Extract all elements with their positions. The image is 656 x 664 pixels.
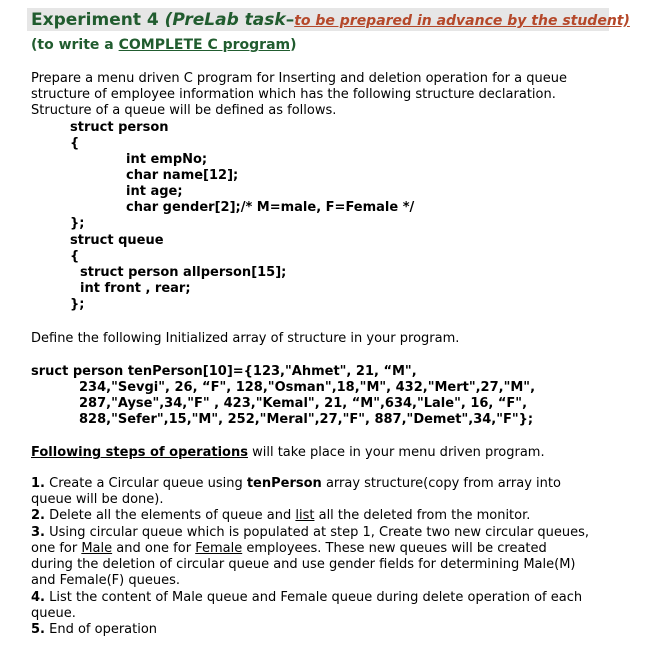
step-4-cont: queue. <box>31 606 76 621</box>
step-4: 4. List the content of Male queue and Female queue during delete operation of each <box>31 590 583 605</box>
page-title: Experiment 4 (PreLab task–to be prepared in advance by the student) <box>31 10 630 30</box>
person-struct-decl: struct person <box>70 120 169 135</box>
queue-struct-decl: struct queue <box>70 233 164 248</box>
queue-field: int front , rear; <box>80 281 191 296</box>
step-3: 3. Using circular queue which is populated at step 1, Create two new circular queues, <box>31 525 590 540</box>
step-3-cont: during the deletion of circular queue and use gender fields for determining Male(M) <box>31 557 576 572</box>
person-struct-open: { <box>70 136 80 151</box>
intro-line-3: Structure of a queue will be defined as follows. <box>31 103 337 118</box>
steps-heading: Following steps of operations will take place in your menu driven program. <box>31 445 545 460</box>
queue-struct-close: }; <box>70 297 85 312</box>
intro-line-2: structure of employee information which has the following structure declaration. <box>31 87 556 102</box>
intro-line-1: Prepare a menu driven C program for Inserting and deletion operation for a queue <box>31 71 567 86</box>
array-code-line: 828,"Sefer",15,"M", 252,"Meral",27,"F", 887,"Demet",34,"F"}; <box>79 412 534 427</box>
array-code-line: sruct person tenPerson[10]={123,"Ahmet", 21, “M", <box>31 364 417 379</box>
person-field: char name[12]; <box>126 168 239 183</box>
step-1-cont: queue will be done). <box>31 492 164 507</box>
person-struct-close: }; <box>70 216 85 231</box>
person-field: int age; <box>126 184 183 199</box>
subtitle: (to write a COMPLETE C program) <box>31 37 297 53</box>
step-1: 1. Create a Circular queue using tenPerson array structure(copy from array into <box>31 476 561 491</box>
array-code-line: 287,"Ayse",34,"F" , 423,"Kemal", 21, “M",634,"Lale", 16, “F", <box>79 396 528 411</box>
person-field: char gender[2];/* M=male, F=Female */ <box>126 200 415 215</box>
define-text: Define the following Initialized array of structure in your program. <box>31 331 460 346</box>
step-2: 2. Delete all the elements of queue and list all the deleted from the monitor. <box>31 508 531 523</box>
step-5: 5. End of operation <box>31 622 158 637</box>
queue-struct-open: { <box>70 249 80 264</box>
array-code-line: 234,"Sevgi", 26, “F", 128,"Osman",18,"M", 432,"Mert",27,"M", <box>79 380 536 395</box>
person-field: int empNo; <box>126 152 208 167</box>
step-3-cont: one for Male and one for Female employees. These new queues will be created <box>31 541 547 556</box>
queue-field: struct person allperson[15]; <box>80 265 287 280</box>
step-3-cont: and Female(F) queues. <box>31 573 180 588</box>
complete-program-link: COMPLETE C program <box>118 37 291 53</box>
